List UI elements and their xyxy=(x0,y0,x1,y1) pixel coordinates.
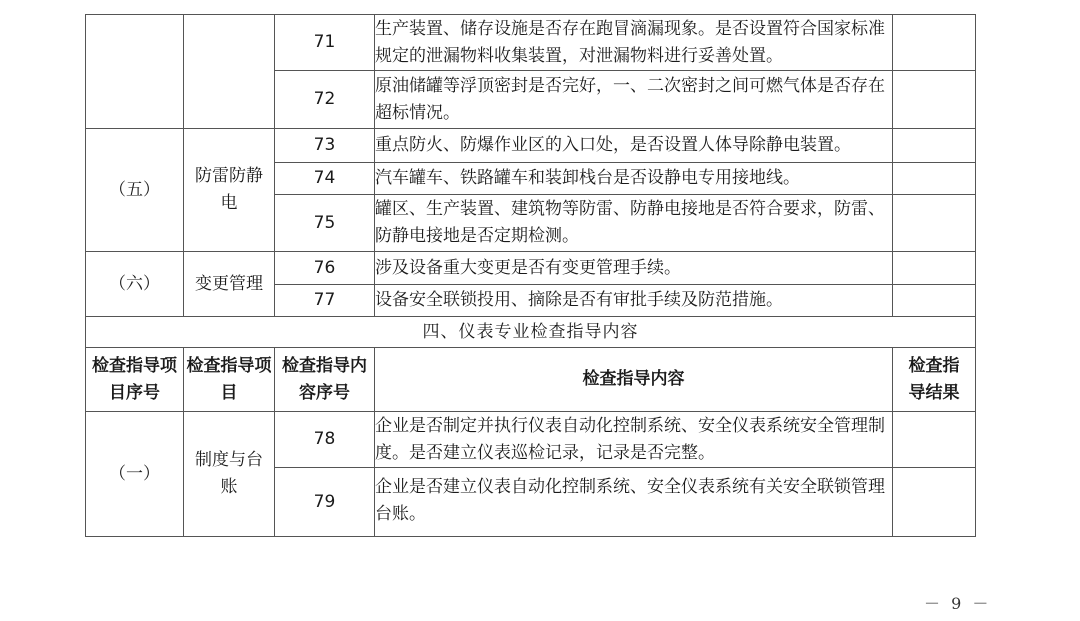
result-cell[interactable] xyxy=(893,129,976,163)
content-number: 76 xyxy=(275,252,375,285)
header-content-index: 检查指导内容序号 xyxy=(275,348,375,412)
header-item-index: 检查指导项目序号 xyxy=(86,348,184,412)
inspection-table xyxy=(85,14,976,537)
group-index: （一） xyxy=(86,412,184,537)
content-number: 72 xyxy=(275,71,375,129)
result-cell[interactable] xyxy=(893,252,976,285)
content-text: 涉及设备重大变更是否有变更管理手续。 xyxy=(375,252,893,285)
group-item: 防雷防静电 xyxy=(184,129,275,252)
result-cell[interactable] xyxy=(893,163,976,195)
content-text: 企业是否建立仪表自动化控制系统、安全仪表系统有关安全联锁管理台账。 xyxy=(375,468,893,537)
content-number: 75 xyxy=(275,195,375,252)
content-number: 74 xyxy=(275,163,375,195)
content-number: 71 xyxy=(275,15,375,71)
header-row xyxy=(86,348,976,412)
content-text: 重点防火、防爆作业区的入口处，是否设置人体导除静电装置。 xyxy=(375,129,893,163)
header-result: 检查指导结果 xyxy=(893,348,976,412)
result-cell[interactable] xyxy=(893,285,976,317)
section-title: 四、仪表专业检查指导内容 xyxy=(86,317,976,348)
result-cell[interactable] xyxy=(893,468,976,537)
table-row xyxy=(86,412,976,468)
section-row xyxy=(86,317,976,348)
content-number: 77 xyxy=(275,285,375,317)
content-text: 汽车罐车、铁路罐车和装卸栈台是否设静电专用接地线。 xyxy=(375,163,893,195)
table-row xyxy=(86,252,976,285)
header-item: 检查指导项目 xyxy=(184,348,275,412)
result-cell[interactable] xyxy=(893,15,976,71)
header-content: 检查指导内容 xyxy=(375,348,893,412)
group-item: 变更管理 xyxy=(184,252,275,317)
content-number: 79 xyxy=(275,468,375,537)
group-index: （五） xyxy=(86,129,184,252)
content-text: 企业是否制定并执行仪表自动化控制系统、安全仪表系统安全管理制度。是否建立仪表巡检记录，记录是否完整。 xyxy=(375,412,893,468)
content-number: 73 xyxy=(275,129,375,163)
empty-item-cell xyxy=(184,15,275,129)
content-text: 生产装置、储存设施是否存在跑冒滴漏现象。是否设置符合国家标准规定的泄漏物料收集装置，对泄漏物料进行妥善处置。 xyxy=(375,15,893,71)
content-text: 设备安全联锁投用、摘除是否有审批手续及防范措施。 xyxy=(375,285,893,317)
result-cell[interactable] xyxy=(893,412,976,468)
page-number: － 9 － xyxy=(924,594,992,613)
result-cell[interactable] xyxy=(893,71,976,129)
table-row xyxy=(86,15,976,71)
result-cell[interactable] xyxy=(893,195,976,252)
group-item: 制度与台账 xyxy=(184,412,275,537)
content-text: 罐区、生产装置、建筑物等防雷、防静电接地是否符合要求，防雷、防静电接地是否定期检测。 xyxy=(375,195,893,252)
empty-index-cell xyxy=(86,15,184,129)
content-text: 原油储罐等浮顶密封是否完好，一、二次密封之间可燃气体是否存在超标情况。 xyxy=(375,71,893,129)
content-number: 78 xyxy=(275,412,375,468)
table-row xyxy=(86,129,976,163)
group-index: （六） xyxy=(86,252,184,317)
